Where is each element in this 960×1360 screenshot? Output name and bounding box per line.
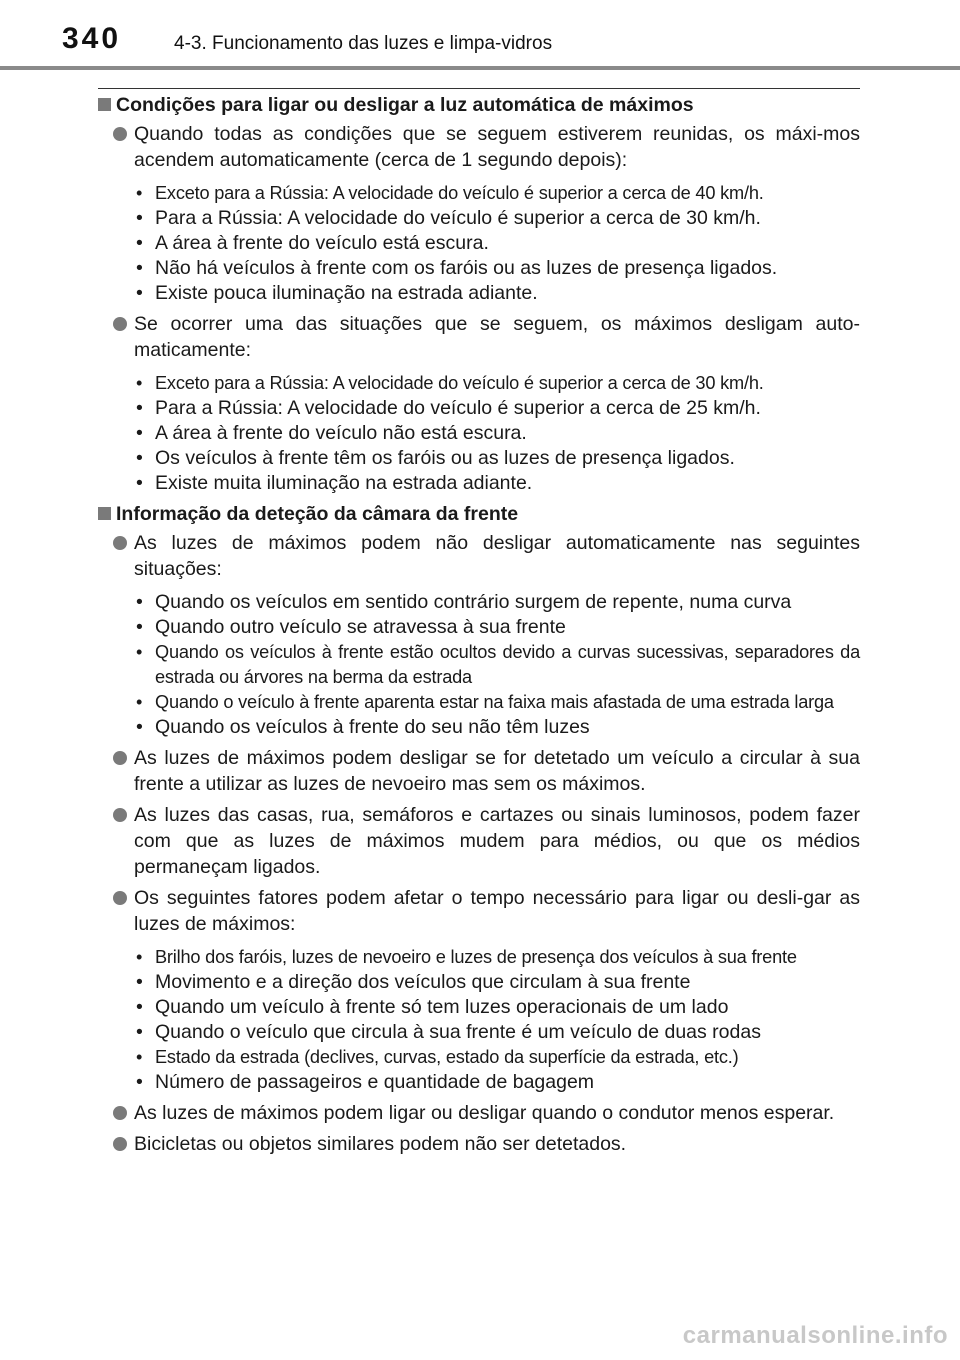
dot-bullet-icon: • [136, 282, 143, 304]
dot-bullet-icon: • [136, 996, 143, 1018]
list-item [96, 885, 860, 1095]
sub-list-item [96, 1070, 860, 1095]
sub-list-item-text: Número de passageiros e quantidade de bagagem [155, 1071, 595, 1093]
list-item-text: As luzes de máximos podem não desligar automaticamente nas seguintes situações: [134, 532, 860, 580]
sub-list-item-text: Para a Rússia: A velocidade do veículo é superior a cerca de 25 km/h. [155, 397, 761, 419]
list-item-text: Quando todas as condições que se seguem estiverem reunidas, os máxi-mos acendem automaticamente (cerca de 1 segundo depois): [134, 123, 860, 171]
sub-list-item [96, 256, 860, 281]
list-item [96, 802, 860, 880]
sub-list-item-text: Quando outro veículo se atravessa à sua frente [155, 616, 566, 638]
list-item [96, 1131, 860, 1157]
dot-bullet-icon: • [136, 1047, 143, 1067]
dot-bullet-icon: • [136, 447, 143, 469]
sub-list-item [96, 206, 860, 231]
dot-bullet-icon: • [136, 716, 143, 738]
sub-list-item-text: Não há veículos à frente com os faróis ou as luzes de presença ligados. [155, 257, 778, 279]
section-heading [96, 501, 860, 527]
dot-bullet-icon: • [136, 373, 143, 393]
sub-list-item [96, 640, 860, 690]
list-item-text: Se ocorrer uma das situações que se seguem, os máximos desligam auto-maticamente: [134, 313, 860, 361]
circle-bullet-icon [113, 536, 127, 550]
dot-bullet-icon: • [136, 232, 143, 254]
list-item [96, 311, 860, 496]
sub-list-item-text: A área à frente do veículo está escura. [155, 232, 489, 254]
header-rule [0, 66, 960, 70]
sub-list-item [96, 371, 860, 396]
sub-list-item-text: Estado da estrada (declives, curvas, estado da superfície da estrada, etc.) [155, 1047, 739, 1067]
sub-list [96, 181, 860, 306]
sub-list-item [96, 231, 860, 256]
sub-list-item-text: Quando um veículo à frente só tem luzes operacionais de um lado [155, 996, 729, 1018]
section-heading-text: Informação da deteção da câmara da frente [116, 503, 519, 525]
circle-bullet-icon [113, 1106, 127, 1120]
square-bullet-icon [98, 98, 111, 111]
dot-bullet-icon: • [136, 692, 143, 712]
sub-list-item-text: Quando o veículo à frente aparenta estar na faixa mais afastada de uma estrada larga [155, 692, 834, 712]
sub-list-item-text: Brilho dos faróis, luzes de nevoeiro e luzes de presença dos veículos à sua frente [155, 947, 797, 967]
list-item-text: Os seguintes fatores podem afetar o tempo necessário para ligar ou desli-gar as luzes de máximos: [134, 887, 860, 935]
sub-list-item [96, 281, 860, 306]
content-divider [98, 88, 860, 89]
dot-bullet-icon: • [136, 397, 143, 419]
dot-bullet-icon: • [136, 1071, 143, 1093]
list-item [96, 1100, 860, 1126]
sub-list-item [96, 690, 860, 715]
sub-list-item-text: Os veículos à frente têm os faróis ou as luzes de presença ligados. [155, 447, 735, 469]
chapter-title: 4-3. Funcionamento das luzes e limpa-vidros [174, 33, 553, 54]
sub-list-item-text: Quando o veículo que circula à sua frente é um veículo de duas rodas [155, 1021, 761, 1043]
sub-list-item-text: Existe pouca iluminação na estrada adiante. [155, 282, 538, 304]
list-item-text: As luzes de máximos podem ligar ou desligar quando o condutor menos esperar. [134, 1102, 835, 1124]
sub-list-item-text: Para a Rússia: A velocidade do veículo é superior a cerca de 30 km/h. [155, 207, 761, 229]
dot-bullet-icon: • [136, 591, 143, 613]
dot-bullet-icon: • [136, 642, 143, 662]
circle-bullet-icon [113, 1137, 127, 1151]
sub-list-item [96, 396, 860, 421]
dot-bullet-icon: • [136, 1021, 143, 1043]
sub-list-item-text: Exceto para a Rússia: A velocidade do veículo é superior a cerca de 30 km/h. [155, 373, 764, 393]
sub-list-item-text: Existe muita iluminação na estrada adiante. [155, 472, 533, 494]
sub-list-item-text: A área à frente do veículo não está escura. [155, 422, 527, 444]
sub-list-item-text: Movimento e a direção dos veículos que circulam à sua frente [155, 971, 691, 993]
square-bullet-icon [98, 507, 111, 520]
sub-list-item [96, 995, 860, 1020]
circle-bullet-icon [113, 751, 127, 765]
watermark: carmanualsonline.info [682, 1322, 948, 1349]
dot-bullet-icon: • [136, 971, 143, 993]
sub-list-item [96, 590, 860, 615]
sub-list-item [96, 471, 860, 496]
sub-list-item [96, 181, 860, 206]
circle-bullet-icon [113, 317, 127, 331]
dot-bullet-icon: • [136, 207, 143, 229]
sub-list-item [96, 1045, 860, 1070]
sub-list-item-text: Quando os veículos à frente do seu não têm luzes [155, 716, 590, 738]
page-number: 340 [62, 22, 122, 55]
page-header [0, 0, 960, 70]
sub-list-item-text: Exceto para a Rússia: A velocidade do veículo é superior a cerca de 40 km/h. [155, 183, 764, 203]
sub-list-item [96, 421, 860, 446]
sub-list-item [96, 1020, 860, 1045]
sub-list-item [96, 970, 860, 995]
sub-list-item-text: Quando os veículos à frente estão ocultos devido a curvas sucessivas, separadores da estrada ou árvores na berma da estrada [155, 642, 860, 687]
dot-bullet-icon: • [136, 183, 143, 203]
dot-bullet-icon: • [136, 422, 143, 444]
sub-list [96, 371, 860, 496]
circle-bullet-icon [113, 891, 127, 905]
dot-bullet-icon: • [136, 947, 143, 967]
sub-list-item [96, 615, 860, 640]
sub-list-item [96, 446, 860, 471]
list-item-text: Bicicletas ou objetos similares podem não ser detetados. [134, 1133, 627, 1155]
circle-bullet-icon [113, 127, 127, 141]
sub-list [96, 590, 860, 740]
dot-bullet-icon: • [136, 257, 143, 279]
dot-bullet-icon: • [136, 472, 143, 494]
list-item [96, 121, 860, 306]
list-item-text: As luzes de máximos podem desligar se for detetado um veículo a circular à sua frente a utilizar as luzes de nevoeiro mas sem os máximos. [134, 747, 860, 795]
sub-list-item [96, 715, 860, 740]
sub-list-item-text: Quando os veículos em sentido contrário surgem de repente, numa curva [155, 591, 792, 613]
list-item [96, 530, 860, 740]
list-item-text: As luzes das casas, rua, semáforos e cartazes ou sinais luminosos, podem fazer com que as luzes de máximos mudem para médios, ou que os médios permaneçam ligados. [134, 804, 860, 878]
section-heading-text: Condições para ligar ou desligar a luz automática de máximos [116, 94, 694, 116]
document-body [96, 92, 860, 1162]
circle-bullet-icon [113, 808, 127, 822]
dot-bullet-icon: • [136, 616, 143, 638]
section-heading [96, 92, 860, 118]
sub-list-item [96, 945, 860, 970]
list-item [96, 745, 860, 797]
sub-list [96, 945, 860, 1095]
